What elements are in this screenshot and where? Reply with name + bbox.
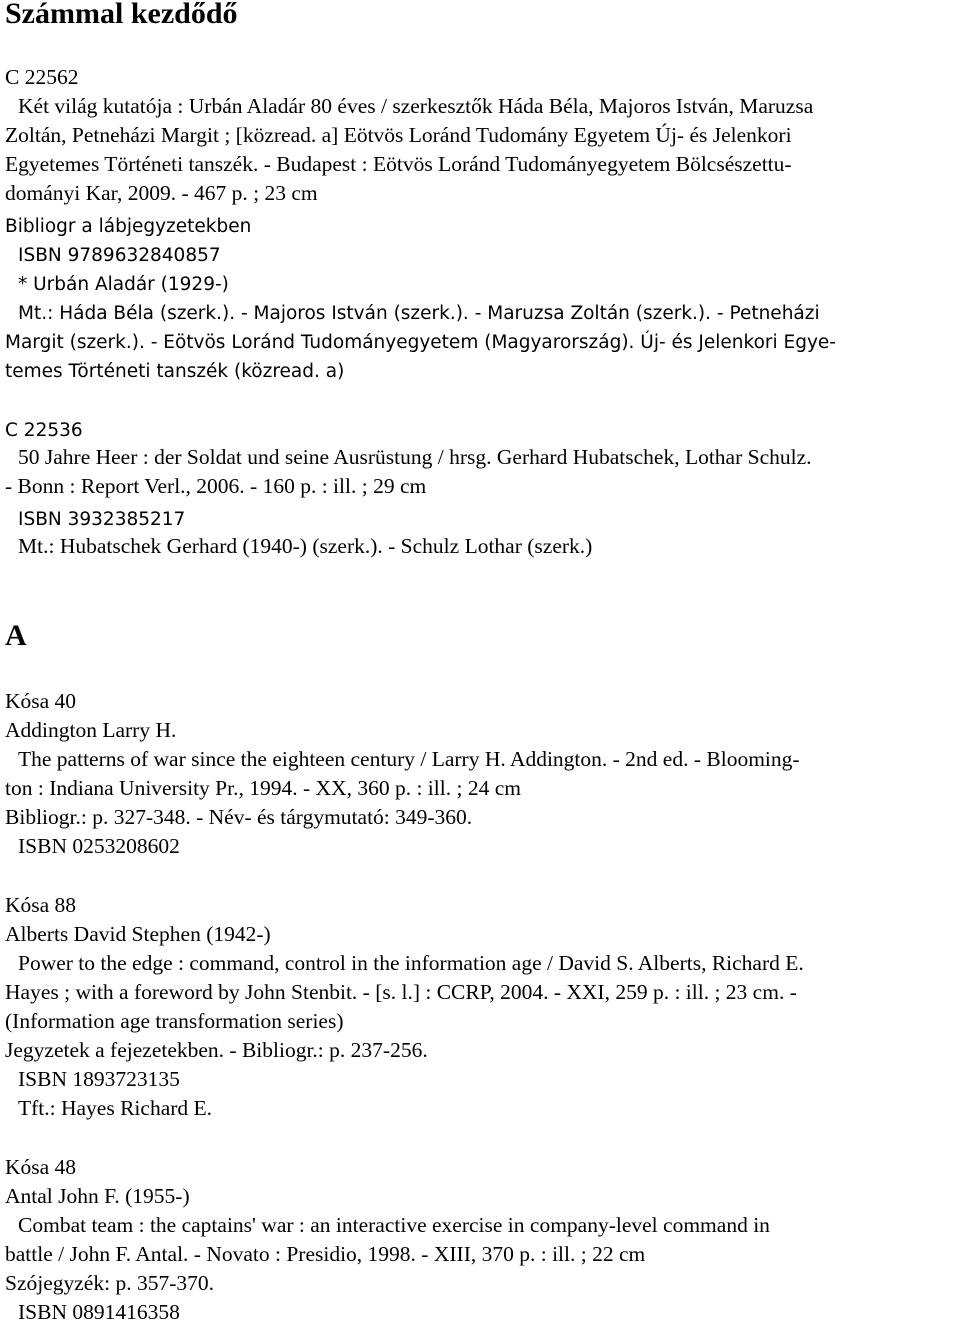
call-number: Kósa 40 <box>5 689 77 713</box>
title-line: Power to the edge : command, control in the information age / David S. Alberts, Richard E. <box>18 951 804 975</box>
title-line: Combat team : the captains' war : an interactive exercise in company-level command in <box>18 1213 770 1237</box>
subject-line: * Urbán Aladár (1929-) <box>18 274 229 295</box>
author-line: Addington Larry H. <box>5 718 177 742</box>
added-entries-line: Tft.: Hayes Richard E. <box>18 1096 213 1120</box>
imprint-line: dományi Kar, 2009. - 467 p. ; 23 cm <box>5 181 318 205</box>
imprint-line: ton : Indiana University Pr., 1994. - XX, 360 p. : ill. ; 24 cm <box>5 776 521 800</box>
call-number: C 22536 <box>5 420 83 441</box>
isbn-line: ISBN 0253208602 <box>18 834 180 858</box>
call-number: Kósa 48 <box>5 1155 77 1179</box>
note-line: Bibliogr a lábjegyzetekben <box>5 216 252 237</box>
series-line: (Information age transformation series) <box>5 1009 344 1033</box>
alphabet-heading: A <box>5 619 27 652</box>
isbn-line: ISBN 3932385217 <box>18 509 186 530</box>
note-line: Szójegyzék: p. 357-370. <box>5 1271 214 1295</box>
isbn-line: ISBN 9789632840857 <box>18 245 221 266</box>
title-line: The patterns of war since the eighteen century / Larry H. Addington. - 2nd ed. - Blooming- <box>18 747 800 771</box>
imprint-line: Hayes ; with a foreword by John Stenbit. - [s. l.] : CCRP, 2004. - XXI, 259 p. : ill. ; 23 cm. - <box>5 980 797 1004</box>
added-entries-line: temes Történeti tanszék (közread. a) <box>5 361 345 382</box>
imprint-line: - Bonn : Report Verl., 2006. - 160 p. : ill. ; 29 cm <box>5 474 427 498</box>
call-number: Kósa 88 <box>5 893 77 917</box>
title-line: 50 Jahre Heer : der Soldat und seine Ausrüstung / hrsg. Gerhard Hubatschek, Lothar Schulz. <box>18 445 812 469</box>
section-title: Számmal kezdődő <box>5 0 238 30</box>
note-line: Bibliogr.: p. 327-348. - Név- és tárgymutató: 349-360. <box>5 805 473 829</box>
title-line: Két világ kutatója : Urbán Aladár 80 éves / szerkesztők Háda Béla, Majoros István, Maruzsa <box>18 94 814 118</box>
author-line: Antal John F. (1955-) <box>5 1184 190 1208</box>
imprint-line: Egyetemes Történeti tanszék. - Budapest : Eötvös Loránd Tudományegyetem Bölcsészettu- <box>5 152 792 176</box>
note-line: Jegyzetek a fejezetekben. - Bibliogr.: p. 237-256. <box>5 1038 428 1062</box>
imprint-line: battle / John F. Antal. - Novato : Presidio, 1998. - XIII, 370 p. : ill. ; 22 cm <box>5 1242 646 1266</box>
isbn-line: ISBN 0891416358 <box>18 1300 180 1324</box>
call-number: C 22562 <box>5 65 79 89</box>
added-entries-line: Margit (szerk.). - Eötvös Loránd Tudományegyetem (Magyarország). Új- és Jelenkori Egye- <box>5 332 836 353</box>
added-entries-line: Mt.: Hubatschek Gerhard (1940-) (szerk.). - Schulz Lothar (szerk.) <box>18 534 593 558</box>
added-entries-line: Mt.: Háda Béla (szerk.). - Majoros István (szerk.). - Maruzsa Zoltán (szerk.). - Petneházi <box>18 303 820 324</box>
title-line: Zoltán, Petneházi Margit ; [közread. a] Eötvös Loránd Tudomány Egyetem Új- és Jelenkori <box>5 123 792 147</box>
isbn-line: ISBN 1893723135 <box>18 1067 180 1091</box>
author-line: Alberts David Stephen (1942-) <box>5 922 271 946</box>
